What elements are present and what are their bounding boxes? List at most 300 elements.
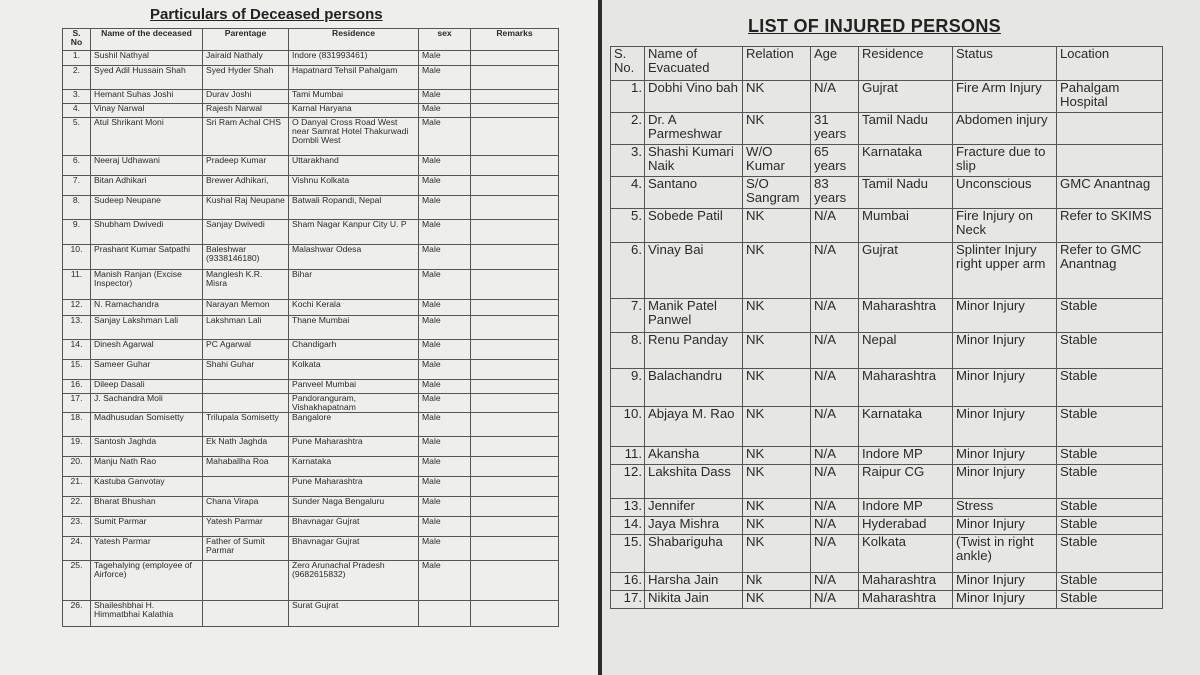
table-row (63, 601, 559, 627)
cell-sno: 8. (611, 333, 645, 369)
cell-sno: 16. (63, 380, 91, 394)
cell-parentage: Kushal Raj Neupane (203, 196, 289, 220)
table-row (611, 299, 1163, 333)
cell-residence: Indore MP (859, 447, 953, 465)
cell-parentage (203, 394, 289, 413)
cell-parentage: Durav Joshi (203, 90, 289, 104)
table-row (611, 535, 1163, 573)
cell-age: 31 years (811, 113, 859, 145)
cell-parentage: Lakshman Lali (203, 316, 289, 340)
cell-name: Tagehalying (employee of Airforce) (91, 561, 203, 601)
cell-age: N/A (811, 465, 859, 499)
cell-name: Yatesh Parmar (91, 537, 203, 561)
cell-sex: Male (419, 437, 471, 457)
cell-parentage: Father of Sumit Parmar (203, 537, 289, 561)
cell-status: Abdomen injury (953, 113, 1057, 145)
cell-residence: Pandoranguram, Vishakhapatnam (289, 394, 419, 413)
cell-sex: Male (419, 561, 471, 601)
cell-status: Minor Injury (953, 369, 1057, 407)
cell-sno: 13. (611, 499, 645, 517)
table-row (611, 517, 1163, 535)
cell-relation: NK (743, 407, 811, 447)
cell-parentage: Ek Nath Jaghda (203, 437, 289, 457)
cell-residence: Pune Maharashtra (289, 477, 419, 497)
cell-remarks (471, 270, 559, 300)
table-row (611, 177, 1163, 209)
table-row (63, 477, 559, 497)
cell-sex: Male (419, 90, 471, 104)
cell-sex (419, 601, 471, 627)
table-row (63, 457, 559, 477)
cell-residence: Vishnu Kolkata (289, 176, 419, 196)
deceased-header-row (63, 29, 559, 51)
table-row (63, 196, 559, 220)
cell-location: GMC Anantnag (1057, 177, 1163, 209)
cell-name: N. Ramachandra (91, 300, 203, 316)
cell-sno: 12. (611, 465, 645, 499)
cell-status: (Twist in right ankle) (953, 535, 1057, 573)
cell-relation: W/O Kumar (743, 145, 811, 177)
cell-name: Manik Patel Panwel (645, 299, 743, 333)
cell-name: Prashant Kumar Satpathi (91, 245, 203, 270)
cell-status: Splinter Injury right upper arm (953, 243, 1057, 299)
cell-remarks (471, 457, 559, 477)
table-row (63, 380, 559, 394)
cell-name: Dileep Dasali (91, 380, 203, 394)
cell-residence: Karnataka (859, 407, 953, 447)
cell-sex: Male (419, 196, 471, 220)
cell-sex: Male (419, 104, 471, 118)
deceased-list-title: Particulars of Deceased persons (150, 6, 383, 23)
cell-residence: Kochi Kerala (289, 300, 419, 316)
cell-residence: Indore MP (859, 499, 953, 517)
cell-age: N/A (811, 535, 859, 573)
cell-age: N/A (811, 573, 859, 591)
cell-residence: Chandigarh (289, 340, 419, 360)
cell-name: Abjaya M. Rao (645, 407, 743, 447)
cell-age: N/A (811, 299, 859, 333)
cell-residence: Karnal Haryana (289, 104, 419, 118)
cell-age: N/A (811, 447, 859, 465)
table-row (611, 369, 1163, 407)
table-row (63, 316, 559, 340)
table-row (63, 517, 559, 537)
cell-name: Vinay Narwal (91, 104, 203, 118)
cell-sno: 17. (63, 394, 91, 413)
cell-sno: 11. (63, 270, 91, 300)
cell-residence: Panveel Mumbai (289, 380, 419, 394)
cell-name: Akansha (645, 447, 743, 465)
cell-residence: Karnataka (289, 457, 419, 477)
cell-location: Stable (1057, 299, 1163, 333)
injured-table (610, 46, 1163, 609)
header-name: Name of Evacuated (645, 47, 743, 81)
cell-sex: Male (419, 517, 471, 537)
cell-residence: Bhavnagar Gujrat (289, 517, 419, 537)
cell-name: Santano (645, 177, 743, 209)
cell-sno: 10. (611, 407, 645, 447)
cell-relation: NK (743, 113, 811, 145)
cell-sno: 20. (63, 457, 91, 477)
cell-age: N/A (811, 243, 859, 299)
cell-sex: Male (419, 300, 471, 316)
cell-status: Minor Injury (953, 465, 1057, 499)
table-row (63, 51, 559, 66)
cell-status: Minor Injury (953, 407, 1057, 447)
cell-name: Syed Adil Hussain Shah (91, 66, 203, 90)
cell-residence: Sham Nagar Kanpur City U. P (289, 220, 419, 245)
cell-name: Atul Shrikant Moni (91, 118, 203, 156)
cell-remarks (471, 394, 559, 413)
cell-name: Jaya Mishra (645, 517, 743, 535)
cell-sno: 14. (63, 340, 91, 360)
table-row (63, 300, 559, 316)
cell-residence: Gujrat (859, 81, 953, 113)
cell-location: Stable (1057, 407, 1163, 447)
cell-sno: 12. (63, 300, 91, 316)
cell-remarks (471, 300, 559, 316)
cell-relation: S/O Sangram (743, 177, 811, 209)
cell-remarks (471, 156, 559, 176)
cell-sex: Male (419, 413, 471, 437)
table-row (611, 447, 1163, 465)
cell-location: Stable (1057, 465, 1163, 499)
cell-sno: 2. (611, 113, 645, 145)
cell-location: Stable (1057, 517, 1163, 535)
cell-sno: 18. (63, 413, 91, 437)
cell-remarks (471, 176, 559, 196)
cell-residence: Karnataka (859, 145, 953, 177)
cell-name: Dinesh Agarwal (91, 340, 203, 360)
cell-remarks (471, 380, 559, 394)
header-status: Status (953, 47, 1057, 81)
cell-location: Stable (1057, 333, 1163, 369)
cell-name: Sobede Patil (645, 209, 743, 243)
header-residence: Residence (289, 29, 419, 51)
cell-sex: Male (419, 220, 471, 245)
cell-location: Stable (1057, 591, 1163, 609)
cell-sex: Male (419, 537, 471, 561)
cell-age: N/A (811, 369, 859, 407)
cell-remarks (471, 104, 559, 118)
cell-sno: 1. (63, 51, 91, 66)
cell-name: Sumit Parmar (91, 517, 203, 537)
cell-sno: 5. (611, 209, 645, 243)
cell-sno: 15. (611, 535, 645, 573)
table-row (611, 209, 1163, 243)
deceased-table (62, 28, 559, 627)
cell-parentage (203, 561, 289, 601)
cell-status: Minor Injury (953, 591, 1057, 609)
cell-sno: 4. (63, 104, 91, 118)
cell-residence: Maharashtra (859, 591, 953, 609)
cell-relation: NK (743, 299, 811, 333)
cell-parentage: Manglesh K.R. Misra (203, 270, 289, 300)
table-row (611, 113, 1163, 145)
cell-sno: 14. (611, 517, 645, 535)
cell-age: N/A (811, 407, 859, 447)
injured-list-page (602, 0, 1200, 675)
cell-residence: Maharashtra (859, 369, 953, 407)
cell-sno: 22. (63, 497, 91, 517)
cell-remarks (471, 561, 559, 601)
cell-name: Neeraj Udhawani (91, 156, 203, 176)
table-row (611, 243, 1163, 299)
cell-location: Stable (1057, 573, 1163, 591)
cell-name: Sanjay Lakshman Lali (91, 316, 203, 340)
cell-status: Unconscious (953, 177, 1057, 209)
cell-sex: Male (419, 245, 471, 270)
cell-residence: Nepal (859, 333, 953, 369)
table-row (63, 340, 559, 360)
cell-parentage: Sanjay Dwivedi (203, 220, 289, 245)
cell-parentage: Jairaid Nathaly (203, 51, 289, 66)
cell-sno: 16. (611, 573, 645, 591)
cell-status: Fracture due to slip (953, 145, 1057, 177)
table-row (611, 573, 1163, 591)
table-row (63, 104, 559, 118)
cell-name: Nikita Jain (645, 591, 743, 609)
cell-name: Bitan Adhikari (91, 176, 203, 196)
cell-name: Dobhi Vino bah (645, 81, 743, 113)
cell-name: Dr. A Parmeshwar (645, 113, 743, 145)
cell-sex: Male (419, 380, 471, 394)
header-sex: sex (419, 29, 471, 51)
cell-parentage: PC Agarwal (203, 340, 289, 360)
cell-age: N/A (811, 517, 859, 535)
cell-parentage (203, 601, 289, 627)
cell-sex: Male (419, 497, 471, 517)
cell-residence: Hyderabad (859, 517, 953, 535)
cell-residence: Tamil Nadu (859, 177, 953, 209)
cell-remarks (471, 51, 559, 66)
deceased-list-page (0, 0, 598, 675)
header-name: Name of the deceased (91, 29, 203, 51)
table-row (63, 537, 559, 561)
cell-parentage: Baleshwar (9338146180) (203, 245, 289, 270)
cell-residence: Tamil Nadu (859, 113, 953, 145)
cell-residence: Mumbai (859, 209, 953, 243)
cell-name: Vinay Bai (645, 243, 743, 299)
cell-location: Pahalgam Hospital (1057, 81, 1163, 113)
cell-parentage: Syed Hyder Shah (203, 66, 289, 90)
cell-name: Kastuba Ganvotay (91, 477, 203, 497)
cell-sex: Male (419, 340, 471, 360)
cell-sex: Male (419, 457, 471, 477)
cell-sno: 23. (63, 517, 91, 537)
cell-remarks (471, 517, 559, 537)
cell-residence: Batwali Ropandi, Nepal (289, 196, 419, 220)
cell-sex: Male (419, 176, 471, 196)
header-parentage: Parentage (203, 29, 289, 51)
cell-remarks (471, 66, 559, 90)
cell-location: Refer to GMC Anantnag (1057, 243, 1163, 299)
cell-remarks (471, 413, 559, 437)
cell-sno: 9. (611, 369, 645, 407)
cell-residence: O Danyal Cross Road West near Samrat Hotel Thakurwadi Dombli West (289, 118, 419, 156)
cell-residence: Uttarakhand (289, 156, 419, 176)
header-age: Age (811, 47, 859, 81)
cell-age: N/A (811, 209, 859, 243)
cell-sno: 5. (63, 118, 91, 156)
cell-sno: 26. (63, 601, 91, 627)
table-row (63, 497, 559, 517)
cell-residence: Maharashtra (859, 299, 953, 333)
table-row (63, 437, 559, 457)
cell-sno: 9. (63, 220, 91, 245)
table-row (63, 245, 559, 270)
cell-status: Minor Injury (953, 517, 1057, 535)
cell-relation: NK (743, 209, 811, 243)
table-row (611, 591, 1163, 609)
header-relation: Relation (743, 47, 811, 81)
table-row (63, 220, 559, 245)
cell-name: Hemant Suhas Joshi (91, 90, 203, 104)
cell-sno: 3. (63, 90, 91, 104)
cell-name: Shaileshbhai H. Himmatbhai Kalathia (91, 601, 203, 627)
cell-name: Balachandru (645, 369, 743, 407)
cell-status: Minor Injury (953, 333, 1057, 369)
table-row (611, 499, 1163, 517)
cell-sno: 3. (611, 145, 645, 177)
table-row (63, 413, 559, 437)
cell-sex: Male (419, 51, 471, 66)
cell-relation: NK (743, 465, 811, 499)
cell-sex: Male (419, 270, 471, 300)
cell-parentage: Sri Ram Achal CHS (203, 118, 289, 156)
cell-remarks (471, 497, 559, 517)
cell-sno: 19. (63, 437, 91, 457)
cell-residence: Gujrat (859, 243, 953, 299)
cell-residence: Bhavnagar Gujrat (289, 537, 419, 561)
cell-sex: Male (419, 156, 471, 176)
cell-name: Renu Panday (645, 333, 743, 369)
cell-status: Stress (953, 499, 1057, 517)
cell-parentage: Trilupala Somisetty (203, 413, 289, 437)
cell-residence: Maharashtra (859, 573, 953, 591)
cell-sno: 25. (63, 561, 91, 601)
cell-status: Minor Injury (953, 447, 1057, 465)
table-row (611, 407, 1163, 447)
cell-status: Minor Injury (953, 299, 1057, 333)
cell-parentage: Yatesh Parmar (203, 517, 289, 537)
cell-name: Shabariguha (645, 535, 743, 573)
header-residence: Residence (859, 47, 953, 81)
cell-name: Santosh Jaghda (91, 437, 203, 457)
cell-sex: Male (419, 477, 471, 497)
cell-sno: 7. (63, 176, 91, 196)
cell-residence: Surat Gujrat (289, 601, 419, 627)
cell-relation: NK (743, 499, 811, 517)
cell-location: Stable (1057, 535, 1163, 573)
cell-name: Sudeep Neupane (91, 196, 203, 220)
cell-location (1057, 145, 1163, 177)
cell-status: Minor Injury (953, 573, 1057, 591)
cell-relation: NK (743, 243, 811, 299)
cell-sno: 8. (63, 196, 91, 220)
cell-residence: Zero Arunachal Pradesh (9682615832) (289, 561, 419, 601)
table-row (63, 176, 559, 196)
table-row (63, 66, 559, 90)
cell-name: J. Sachandra Moli (91, 394, 203, 413)
table-row (611, 145, 1163, 177)
injured-list-title: LIST OF INJURED PERSONS (748, 16, 1001, 36)
cell-parentage: Shahi Guhar (203, 360, 289, 380)
cell-remarks (471, 340, 559, 360)
cell-remarks (471, 220, 559, 245)
cell-sex: Male (419, 66, 471, 90)
cell-parentage: Mahaballha Roa (203, 457, 289, 477)
cell-name: Shubham Dwivedi (91, 220, 203, 245)
table-row (611, 81, 1163, 113)
cell-residence: Hapatnard Tehsil Pahalgam (289, 66, 419, 90)
cell-sno: 21. (63, 477, 91, 497)
cell-remarks (471, 316, 559, 340)
cell-sex: Male (419, 394, 471, 413)
injured-header-row (611, 47, 1163, 81)
cell-name: Madhusudan Somisetty (91, 413, 203, 437)
cell-residence: Raipur CG (859, 465, 953, 499)
table-row (63, 118, 559, 156)
cell-parentage: Narayan Memon (203, 300, 289, 316)
cell-name: Lakshita Dass (645, 465, 743, 499)
cell-remarks (471, 477, 559, 497)
cell-sno: 4. (611, 177, 645, 209)
cell-name: Sushil Nathyal (91, 51, 203, 66)
cell-name: Bharat Bhushan (91, 497, 203, 517)
cell-relation: NK (743, 591, 811, 609)
cell-name: Manju Nath Rao (91, 457, 203, 477)
cell-relation: Nk (743, 573, 811, 591)
cell-parentage: Rajesh Narwal (203, 104, 289, 118)
cell-residence: Bihar (289, 270, 419, 300)
cell-remarks (471, 245, 559, 270)
cell-sex: Male (419, 360, 471, 380)
cell-sno: 6. (611, 243, 645, 299)
cell-residence: Indore (831993461) (289, 51, 419, 66)
cell-age: N/A (811, 499, 859, 517)
cell-sno: 24. (63, 537, 91, 561)
cell-remarks (471, 537, 559, 561)
header-remarks: Remarks (471, 29, 559, 51)
header-sno: S. No (63, 29, 91, 51)
cell-parentage (203, 380, 289, 394)
cell-sno: 7. (611, 299, 645, 333)
cell-age: N/A (811, 81, 859, 113)
cell-age: N/A (811, 591, 859, 609)
cell-parentage: Chana Virapa (203, 497, 289, 517)
cell-sex: Male (419, 118, 471, 156)
table-row (611, 465, 1163, 499)
cell-status: Fire Arm Injury (953, 81, 1057, 113)
table-row (63, 561, 559, 601)
cell-parentage: Pradeep Kumar (203, 156, 289, 176)
cell-location (1057, 113, 1163, 145)
cell-age: 65 years (811, 145, 859, 177)
cell-relation: NK (743, 81, 811, 113)
cell-relation: NK (743, 333, 811, 369)
cell-sno: 15. (63, 360, 91, 380)
cell-sno: 1. (611, 81, 645, 113)
cell-sex: Male (419, 316, 471, 340)
cell-parentage (203, 477, 289, 497)
cell-name: Sameer Guhar (91, 360, 203, 380)
cell-sno: 6. (63, 156, 91, 176)
cell-sno: 17. (611, 591, 645, 609)
cell-relation: NK (743, 535, 811, 573)
cell-sno: 13. (63, 316, 91, 340)
cell-remarks (471, 601, 559, 627)
